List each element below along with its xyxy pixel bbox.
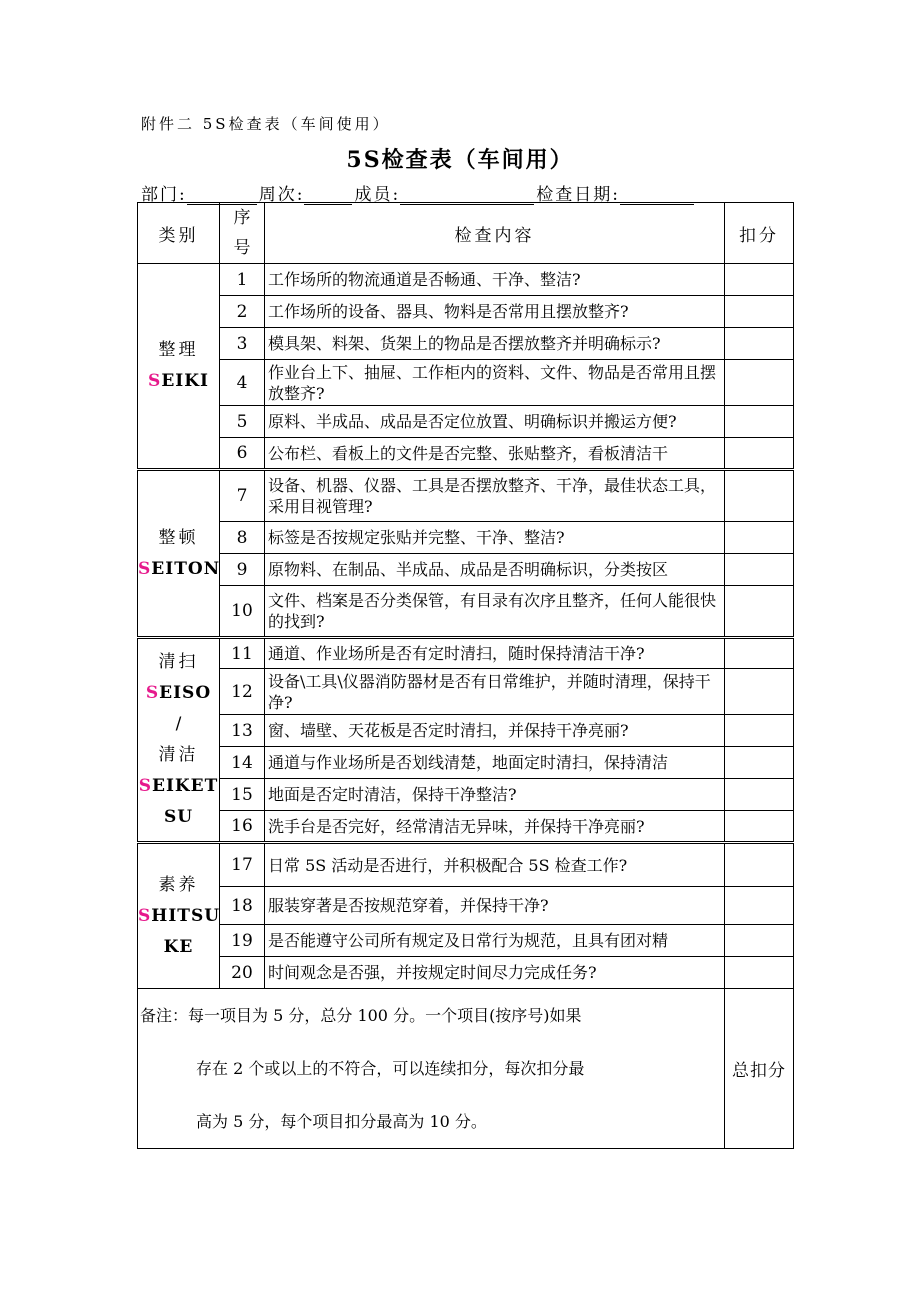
deduction-cell[interactable] — [725, 470, 794, 522]
item-number: 5 — [220, 406, 265, 438]
item-content: 标签是否按规定张贴并完整、干净、整洁? — [265, 522, 725, 554]
item-number: 11 — [220, 638, 265, 669]
deduction-cell[interactable] — [725, 586, 794, 638]
category-seiso-seiketsu: 清扫 SEISO / 清洁 SEIKET SU — [138, 638, 220, 843]
attachment-label: 附件二 5S检查表（车间使用） — [141, 115, 391, 133]
date-label: 检查日期: — [536, 185, 620, 205]
deduction-cell[interactable] — [725, 957, 794, 989]
deduction-cell[interactable] — [725, 406, 794, 438]
table-row — [138, 264, 794, 296]
notes-line-3: 高为 5 分，每个项目扣分最高为 10 分。 — [196, 1112, 487, 1131]
table-row — [138, 586, 794, 638]
item-content: 设备、机器、仪器、工具是否摆放整齐、干净，最佳状态工具，采用目视管理? — [265, 470, 725, 522]
item-number: 6 — [220, 438, 265, 470]
table-row — [138, 779, 794, 811]
header-number: 序 号 — [220, 203, 265, 264]
table-row — [138, 406, 794, 438]
deduction-cell[interactable] — [725, 522, 794, 554]
header-content: 检查内容 — [265, 203, 725, 264]
header-deduction: 扣分 — [725, 203, 794, 264]
deduction-cell[interactable] — [725, 747, 794, 779]
deduction-cell[interactable] — [725, 843, 794, 887]
table-row — [138, 887, 794, 925]
table-row — [138, 554, 794, 586]
item-content: 通道、作业场所是否有定时清扫，随时保持清洁干净? — [265, 638, 725, 669]
item-number: 19 — [220, 925, 265, 957]
deduction-cell[interactable] — [725, 811, 794, 843]
table-row — [138, 360, 794, 406]
table-row — [138, 925, 794, 957]
table-row — [138, 715, 794, 747]
deduction-cell[interactable] — [725, 887, 794, 925]
item-content: 窗、墙壁、天花板是否定时清扫，并保持干净亮丽? — [265, 715, 725, 747]
deduction-cell[interactable] — [725, 715, 794, 747]
item-content: 是否能遵守公司所有规定及日常行为规范，且具有团对精 — [265, 925, 725, 957]
item-content: 原物料、在制品、半成品、成品是否明确标识，分类按区 — [265, 554, 725, 586]
table-row — [138, 328, 794, 360]
notes — [138, 989, 725, 1149]
item-number: 8 — [220, 522, 265, 554]
item-content: 模具架、料架、货架上的物品是否摆放整齐并明确标示? — [265, 328, 725, 360]
notes-line-1: 备注：每一项目为 5 分，总分 100 分。一个项目(按序号)如果 — [140, 1006, 582, 1025]
deduction-cell[interactable] — [725, 360, 794, 406]
item-content: 日常 5S 活动是否进行，并积极配合 5S 检查工作? — [265, 843, 725, 887]
table-row — [138, 638, 794, 669]
item-number: 3 — [220, 328, 265, 360]
item-number: 15 — [220, 779, 265, 811]
category-shitsuke: 素养 SHITSU KE — [138, 843, 220, 989]
item-number: 1 — [220, 264, 265, 296]
item-content: 工作场所的物流通道是否畅通、干净、整洁? — [265, 264, 725, 296]
deduction-cell[interactable] — [725, 554, 794, 586]
table-row — [138, 747, 794, 779]
members-label: 成员: — [354, 185, 401, 205]
item-number: 10 — [220, 586, 265, 638]
deduction-cell[interactable] — [725, 328, 794, 360]
item-content: 通道与作业场所是否划线清楚，地面定时清扫，保持清洁 — [265, 747, 725, 779]
category-seiri: 整理 SEIKI — [138, 264, 220, 470]
deduction-cell[interactable] — [725, 925, 794, 957]
table-row — [138, 957, 794, 989]
item-number: 12 — [220, 669, 265, 715]
item-content: 服装穿著是否按规范穿着，并保持干净? — [265, 887, 725, 925]
item-number: 16 — [220, 811, 265, 843]
total-deduction: 总扣分 — [725, 989, 794, 1149]
item-number: 14 — [220, 747, 265, 779]
table-row — [138, 522, 794, 554]
item-content: 工作场所的设备、器具、物料是否常用且摆放整齐? — [265, 296, 725, 328]
page-title: 5S检查表（车间用） — [346, 147, 574, 173]
category-seiton: 整顿 SEITON — [138, 470, 220, 638]
item-content: 原料、半成品、成品是否定位放置、明确标识并搬运方便? — [265, 406, 725, 438]
table-header — [138, 203, 794, 264]
deduction-cell[interactable] — [725, 779, 794, 811]
table-row — [138, 811, 794, 843]
item-content: 时间观念是否强，并按规定时间尽力完成任务? — [265, 957, 725, 989]
table-row — [138, 296, 794, 328]
item-number: 17 — [220, 843, 265, 887]
item-number: 18 — [220, 887, 265, 925]
item-number: 4 — [220, 360, 265, 406]
deduction-cell[interactable] — [725, 638, 794, 669]
item-content: 公布栏、看板上的文件是否完整、张贴整齐，看板清洁干 — [265, 438, 725, 470]
notes-line-2: 存在 2 个或以上的不符合，可以连续扣分，每次扣分最 — [196, 1059, 585, 1078]
week-label: 周次: — [258, 185, 305, 205]
item-content: 设备\工具\仪器消防器材是否有日常维护，并随时清理，保持干净? — [265, 669, 725, 715]
table-row — [138, 669, 794, 715]
item-number: 9 — [220, 554, 265, 586]
deduction-cell[interactable] — [725, 438, 794, 470]
item-number: 20 — [220, 957, 265, 989]
table-row — [138, 470, 794, 522]
deduction-cell[interactable] — [725, 296, 794, 328]
checklist-table — [137, 202, 794, 1149]
deduction-cell[interactable] — [725, 669, 794, 715]
item-number: 13 — [220, 715, 265, 747]
department-label: 部门: — [141, 185, 187, 205]
item-number: 7 — [220, 470, 265, 522]
notes-row — [138, 989, 794, 1149]
table-row — [138, 843, 794, 887]
header-category: 类别 — [138, 203, 220, 264]
item-content: 作业台上下、抽屉、工作柜内的资料、文件、物品是否常用且摆放整齐? — [265, 360, 725, 406]
item-content: 文件、档案是否分类保管，有目录有次序且整齐，任何人能很快的找到? — [265, 586, 725, 638]
table-row — [138, 438, 794, 470]
item-content: 地面是否定时清洁，保持干净整洁? — [265, 779, 725, 811]
deduction-cell[interactable] — [725, 264, 794, 296]
item-number: 2 — [220, 296, 265, 328]
item-content: 洗手台是否完好，经常清洁无异味，并保持干净亮丽? — [265, 811, 725, 843]
